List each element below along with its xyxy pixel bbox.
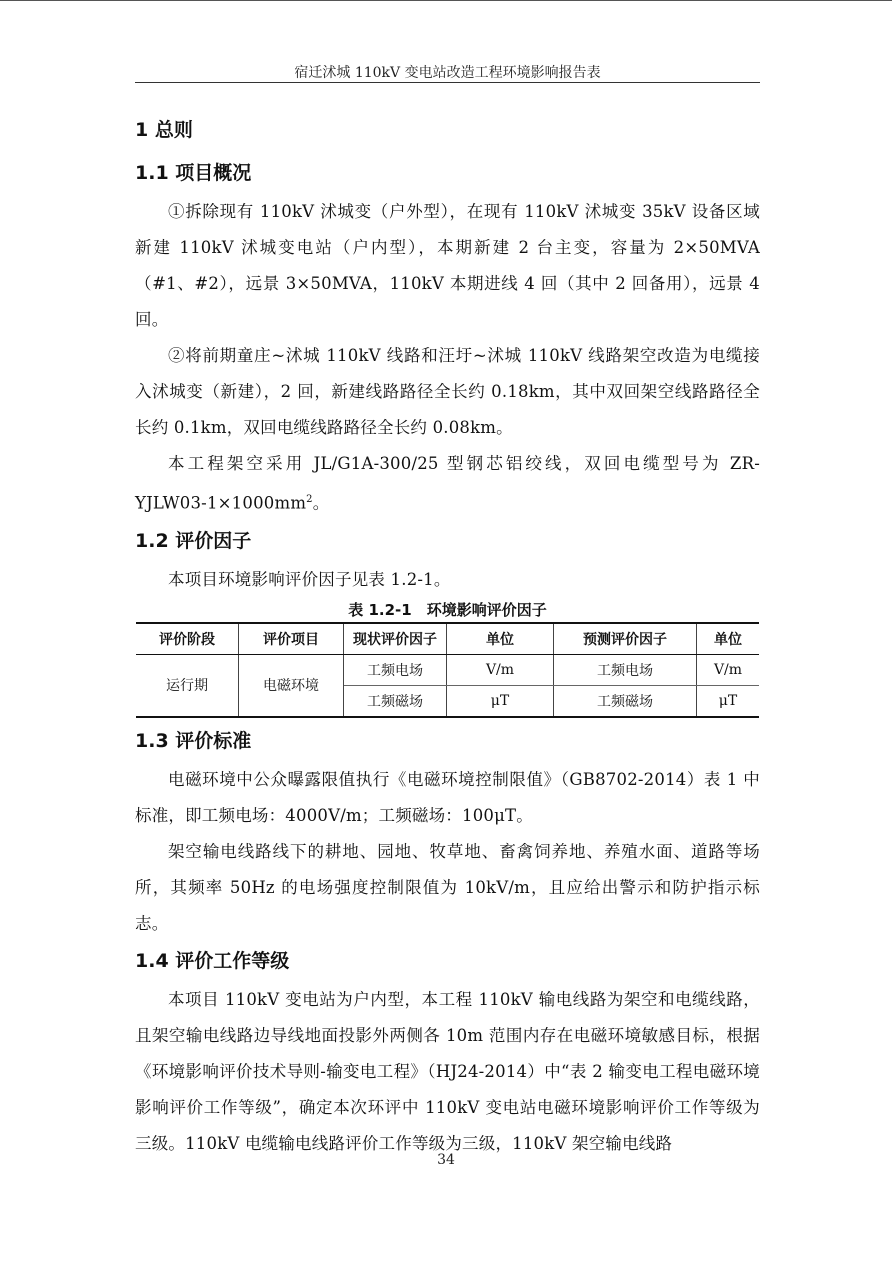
section-1-2-title: 1.2 评价因子 [135,529,252,552]
section-1-1-paragraph-3 [135,446,760,522]
table-header-cell: 评价项目 [239,623,344,655]
table-row [136,654,759,685]
section-1-4-title: 1.4 评价工作等级 [135,949,290,972]
table-cell-stage: 运行期 [136,654,239,717]
table-cell: V/m [697,654,760,685]
page-content [135,110,760,1162]
table-header-cell: 评价阶段 [136,623,239,655]
sentence-end: 。 [312,493,330,513]
evaluation-factor-table [136,622,759,718]
table-cell: μT [697,685,760,717]
table-header-cell: 预测评价因子 [554,623,697,655]
section-1-3-paragraph-1: 电磁环境中公众曝露限值执行《电磁环境控制限值》（GB8702-2014）表 1 中标准，即工频电场：4000V/m；工频磁场：100μT。 [135,769,760,825]
superscript-2: 2 [306,494,313,505]
chapter-title: 1 总则 [135,119,193,141]
page-number: 34 [437,1152,455,1168]
cable-spec-text: 本工程架空采用 JL/G1A-300/25 型钢芯铝绞线，双回电缆型号为 ZR-YJLW03-1×1000mm [135,454,760,513]
table-cell: 工频磁场 [554,685,697,717]
header-rule [135,82,760,83]
table-cell: 工频磁场 [344,685,447,717]
table-header-row [136,623,759,655]
table-header-cell: 单位 [447,623,554,655]
section-1-1-paragraph-2: ②将前期童庄~沭城 110kV 线路和汪圩~沭城 110kV 线路架空改造为电缆接入沭城变（新建），2 回，新建线路路径全长约 0.18km，其中双回架空线路路径全长约 0.1km，双回电缆线路路径全长约 0.08km。 [135,346,760,437]
section-1-4-paragraph-1: 本项目 110kV 变电站为户内型，本工程 110kV 输电线路为架空和电缆线路，且架空输电线路边导线地面投影外两侧各 10m 范围内存在电磁环境敏感目标，根据《环境影响评价技术导则-输变电工程》（HJ24-2014）中“表 2 输变电工程电磁环境影响评价工作等级”，确定本次环评中 110kV 变电站电磁环境影响评价工作等级为三级。110kV 电缆输电线路评价工作等级为三级，110kV 架空输电线路 [135,989,760,1153]
table-header-cell: 现状评价因子 [344,623,447,655]
table-cell: μT [447,685,554,717]
section-1-1-title: 1.1 项目概况 [135,162,252,184]
section-1-2-paragraph-1: 本项目环境影响评价因子见表 1.2-1。 [168,569,451,589]
table-cell: 工频电场 [344,654,447,685]
table-header-cell: 单位 [697,623,760,655]
section-1-3-paragraph-2: 架空输电线路线下的耕地、园地、牧草地、畜禽饲养地、养殖水面、道路等场所，其频率 50Hz 的电场强度控制限值为 10kV/m，且应给出警示和防护指示标志。 [135,841,760,933]
table-cell: 工频电场 [554,654,697,685]
running-header: 宿迁沭城 110kV 变电站改造工程环境影响报告表 [294,65,601,81]
table-caption: 表 1.2-1 环境影响评价因子 [348,600,547,619]
section-1-1-paragraph-1: ①拆除现有 110kV 沭城变（户外型），在现有 110kV 沭城变 35kV 设备区域新建 110kV 沭城变电站（户内型），本期新建 2 台主变，容量为 2×50MVA（#1、#2），远景 3×50MVA，110kV 本期进线 4 回（其中 2 回备用），远景 4 回。 [135,202,760,329]
table-cell-item: 电磁环境 [239,654,344,717]
table-cell: V/m [447,654,554,685]
page-top-border [0,0,892,1]
section-1-3-title: 1.3 评价标准 [135,729,252,752]
